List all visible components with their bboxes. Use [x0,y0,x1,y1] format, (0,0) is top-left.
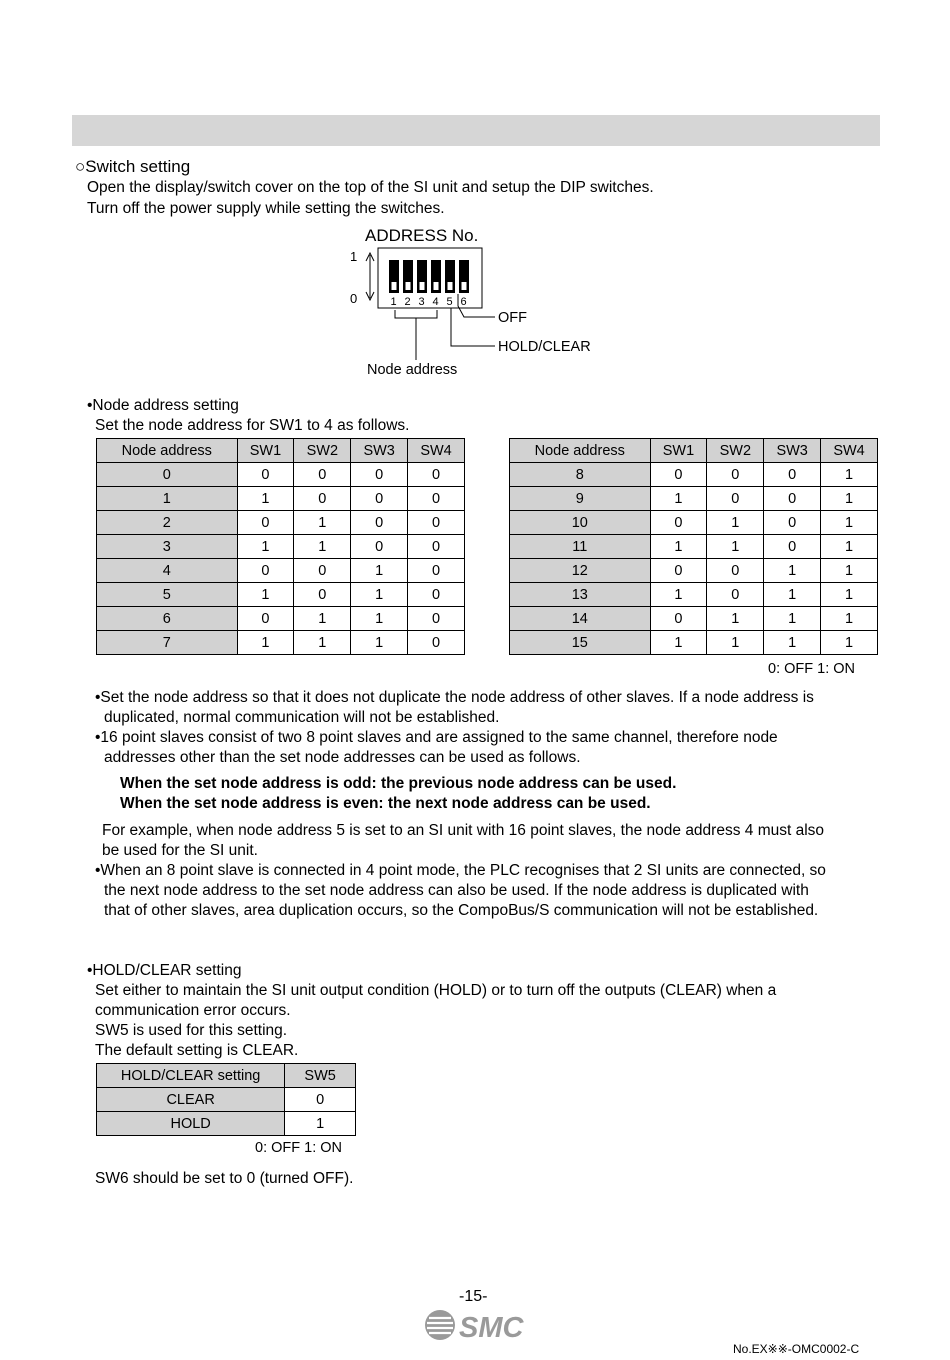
dip-switch-knob [434,282,439,290]
table-header-cell: SW4 [821,439,878,463]
table-row [510,631,878,655]
row-label-cell: 0 [97,463,238,487]
node-table-left [96,438,465,655]
switch-value-cell: 0 [294,463,351,487]
switch-value-cell: 1 [821,463,878,487]
table-row [97,487,465,511]
switch-value-cell: 1 [821,559,878,583]
table-row [97,583,465,607]
node-table-legend: 0: OFF 1: ON [768,661,856,677]
switch-value-cell: 0 [408,631,465,655]
switch-value-cell: 0 [294,559,351,583]
table-row [510,607,878,631]
switch-value-cell: 1 [821,607,878,631]
switch-value-cell: 0 [351,535,408,559]
switch-number: 3 [418,296,425,308]
example-line-1: For example, when node address 5 is set to an SI unit with 16 point slaves, the node address 4 must also [102,822,825,839]
callout-off: OFF [498,310,527,326]
switch-value-cell: 1 [351,607,408,631]
switch-value-cell: 1 [707,511,764,535]
switch-value-cell: 1 [351,583,408,607]
switch-value-cell: 0 [650,607,707,631]
note-1-line-2: duplicated, normal communication will not be established. [104,709,500,726]
node-setting-subheading: Set the node address for SW1 to 4 as follows. [95,417,410,434]
switch-value-cell: 0 [294,583,351,607]
table-header-cell: HOLD/CLEAR setting [97,1064,285,1088]
table-row [510,463,878,487]
note-2-line-1: •16 point slaves consist of two 8 point slaves and are assigned to the same channel, therefore node [95,729,778,746]
node-bracket [395,310,437,318]
switch-value-cell: 1 [294,535,351,559]
switch-value-cell: 0 [237,607,294,631]
switch-value-cell: 0 [408,559,465,583]
row-label-cell: 11 [510,535,651,559]
switch-value-cell: 1 [351,559,408,583]
switch-value-cell: 1 [237,535,294,559]
hold-callout-line [451,308,495,346]
switch-value-cell: 0 [408,535,465,559]
switch-value-cell: 0 [707,487,764,511]
switch-value-cell: 1 [650,535,707,559]
hold-clear-line-4: The default setting is CLEAR. [95,1042,299,1059]
switch-value-cell: 1 [237,583,294,607]
intro-line-2: Turn off the power supply while setting the switches. [87,200,445,217]
switch-value-cell: 1 [650,583,707,607]
row-label-cell: 12 [510,559,651,583]
header-band [72,115,880,146]
switch-value-cell: 0 [650,463,707,487]
switch-value-cell: 0 [764,511,821,535]
table-header-cell: SW1 [237,439,294,463]
diagram-label-0: 0 [350,291,358,306]
switch-value-cell: 0 [294,487,351,511]
switch-value-cell: 1 [650,487,707,511]
row-label-cell: 9 [510,487,651,511]
table-row [510,511,878,535]
switch-value-cell: 1 [351,631,408,655]
table-row [97,631,465,655]
switch-value-cell: 0 [764,535,821,559]
table-header-cell: SW5 [285,1064,356,1088]
table-header-cell: SW2 [707,439,764,463]
switch-value-cell: 1 [764,583,821,607]
page-number: -15- [459,1288,488,1305]
note-3-line-3: that of other slaves, area duplication occurs, so the CompoBus/S communication will not be established. [104,902,819,919]
row-label-cell: 8 [510,463,651,487]
switch-value-cell: 0 [351,511,408,535]
switch-value-cell: 0 [707,583,764,607]
table-header-cell: SW1 [650,439,707,463]
switch-value-cell: 0 [764,487,821,511]
dip-switch-knob [448,282,453,290]
hold-clear-heading: •HOLD/CLEAR setting [87,962,242,979]
row-label-cell: CLEAR [97,1088,285,1112]
switch-value-cell: 1 [237,631,294,655]
row-label-cell: HOLD [97,1112,285,1136]
row-label-cell: 15 [510,631,651,655]
node-table-right [509,438,878,655]
table-row [510,583,878,607]
note-1-line-1: •Set the node address so that it does not duplicate the node address of other slaves. If a node address is [95,689,814,706]
switch-value-cell: 1 [237,487,294,511]
note-3-line-2: the next node address to the set node address can also be used. If the node address is duplicated with [104,882,809,899]
switch-value-cell: 0 [707,463,764,487]
switch-number: 2 [404,296,411,308]
table-row [97,1112,356,1136]
example-line-2: be used for the SI unit. [102,842,258,859]
table-row [510,559,878,583]
up-down-arrow-icon [366,253,374,300]
row-label-cell: 5 [97,583,238,607]
dip-switch-knob [462,282,467,290]
intro-line-1: Open the display/switch cover on the top of the SI unit and setup the DIP switches. [87,179,654,196]
dip-switch-knob [406,282,411,290]
table-row [97,463,465,487]
switch-value-cell: 1 [821,487,878,511]
switch-value-cell: 1 [294,631,351,655]
table-header-cell: SW4 [408,439,465,463]
switch-value-cell: 1 [294,607,351,631]
row-label-cell: 4 [97,559,238,583]
switch-value-cell: 1 [821,583,878,607]
hold-clear-table [96,1063,356,1136]
table-row [510,535,878,559]
row-label-cell: 1 [97,487,238,511]
table-row [97,511,465,535]
callout-node-address: Node address [367,362,458,378]
switch-value-cell: 1 [821,535,878,559]
switch-value-cell: 1 [764,631,821,655]
switch-number: 6 [460,296,467,308]
node-setting-heading: •Node address setting [87,397,239,414]
note-2-line-2: addresses other than the set node addresses can be used as follows. [104,749,581,766]
switch-value-cell: 0 [408,583,465,607]
switch-value-cell: 0 [237,463,294,487]
switch-value-cell: 1 [707,535,764,559]
diagram-title: ADDRESS No. [365,226,479,245]
callout-hold-clear: HOLD/CLEAR [498,339,591,355]
table-row [510,487,878,511]
dip-switch-knob [392,282,397,290]
table-header-cell: Node address [97,439,238,463]
switch-value-cell: 0 [237,511,294,535]
row-label-cell: 10 [510,511,651,535]
smc-logo [423,1308,533,1342]
switch-number: 4 [432,296,439,308]
switch-value-cell: 1 [294,511,351,535]
switch-value-cell: 0 [650,559,707,583]
switch-value-cell: 0 [351,463,408,487]
section-title: ○Switch setting [75,157,191,176]
hold-clear-line-3: SW5 is used for this setting. [95,1022,288,1039]
logo-text: SMC [459,1312,524,1342]
note-bold-odd: When the set node address is odd: the previous node address can be used. [120,775,677,792]
switch-value-cell: 1 [707,607,764,631]
switch-value-cell: 1 [821,631,878,655]
switch-value-cell: 0 [408,487,465,511]
diagram-label-1: 1 [350,249,358,264]
hold-clear-line-2: communication error occurs. [95,1002,291,1019]
table-header-cell: SW2 [294,439,351,463]
switch-value-cell: 0 [408,511,465,535]
switch-value-cell: 1 [285,1112,356,1136]
row-label-cell: 3 [97,535,238,559]
switch-number: 5 [446,296,453,308]
table-row [97,535,465,559]
document-number: No.EX※※-OMC0002-C [733,1342,860,1356]
note-bold-even: When the set node address is even: the next node address can be used. [120,795,651,812]
switch-value-cell: 1 [821,511,878,535]
switch-value-cell: 1 [707,631,764,655]
row-label-cell: 14 [510,607,651,631]
dip-switch-knob [420,282,425,290]
switch-value-cell: 0 [285,1088,356,1112]
sw6-note: SW6 should be set to 0 (turned OFF). [95,1170,354,1187]
hold-clear-line-1: Set either to maintain the SI unit output condition (HOLD) or to turn off the outputs (CLEAR) when a [95,982,777,999]
switch-value-cell: 1 [764,607,821,631]
row-label-cell: 2 [97,511,238,535]
switch-value-cell: 0 [237,559,294,583]
table-row [97,559,465,583]
switch-value-cell: 0 [408,607,465,631]
switch-value-cell: 1 [764,559,821,583]
note-3-line-1: •When an 8 point slave is connected in 4 point mode, the PLC recognises that 2 SI units are connected, so [95,862,826,879]
table-header-cell: SW3 [351,439,408,463]
dip-switch-diagram [340,222,620,382]
switch-value-cell: 0 [351,487,408,511]
row-label-cell: 6 [97,607,238,631]
switch-value-cell: 0 [408,463,465,487]
row-label-cell: 7 [97,631,238,655]
table-row [97,1088,356,1112]
row-label-cell: 13 [510,583,651,607]
switch-value-cell: 0 [707,559,764,583]
switch-value-cell: 0 [650,511,707,535]
switch-value-cell: 0 [764,463,821,487]
hold-clear-legend: 0: OFF 1: ON [255,1140,343,1156]
table-header-cell: SW3 [764,439,821,463]
switch-number: 1 [390,296,397,308]
switch-value-cell: 1 [650,631,707,655]
table-row [97,607,465,631]
table-header-cell: Node address [510,439,651,463]
